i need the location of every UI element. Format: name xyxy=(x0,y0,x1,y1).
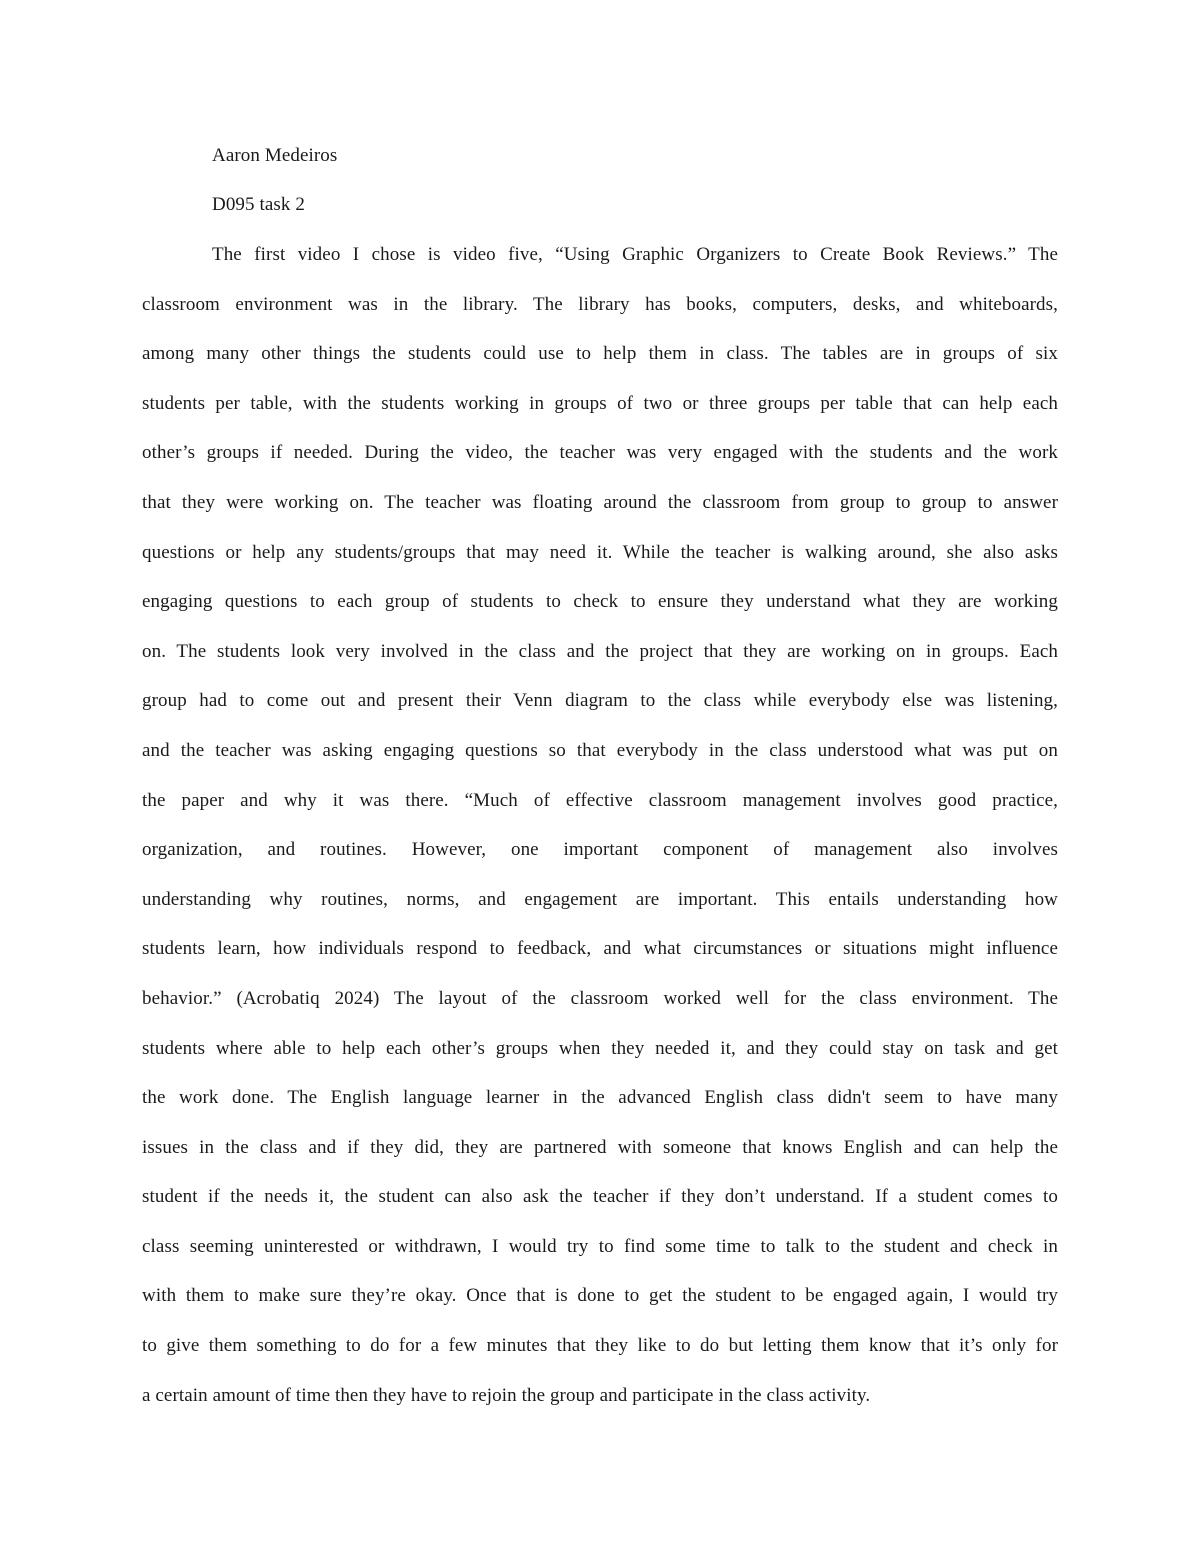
paragraph-line: on. The students look very involved in the class and the project that they are working on in groups. Each xyxy=(142,640,1058,662)
author-name: Aaron Medeiros xyxy=(212,145,338,166)
paragraph-line: the paper and why it was there. “Much of effective classroom management involves good practice, xyxy=(142,789,1058,811)
paragraph-line: issues in the class and if they did, they are partnered with someone that knows English and can help the xyxy=(142,1136,1058,1158)
paragraph-line: questions or help any students/groups that may need it. While the teacher is walking around, she also asks xyxy=(142,541,1058,563)
paragraph-line: engaging questions to each group of students to check to ensure they understand what they are working xyxy=(142,591,1058,613)
paragraph-line: student if the needs it, the student can also ask the teacher if they don’t understand. If a student comes to xyxy=(142,1186,1058,1208)
paragraph-line: other’s groups if needed. During the video, the teacher was very engaged with the students and the work xyxy=(142,442,1058,464)
paragraph-line: among many other things the students could use to help them in class. The tables are in groups of six xyxy=(142,343,1058,365)
paragraph-line: students where able to help each other’s groups when they needed it, and they could stay on task and get xyxy=(142,1037,1058,1059)
paragraph-line: behavior.” (Acrobatiq 2024) The layout of the classroom worked well for the class environment. The xyxy=(142,987,1058,1009)
course-task-label: D095 task 2 xyxy=(212,194,305,215)
paragraph-line: The first video I chose is video five, “Using Graphic Organizers to Create Book Reviews.” The xyxy=(212,244,1058,265)
paragraph-line: classroom environment was in the library. The library has books, computers, desks, and whiteboards, xyxy=(142,293,1058,315)
paragraph-line: that they were working on. The teacher was floating around the classroom from group to group to answer xyxy=(142,491,1058,513)
paragraph-line: to give them something to do for a few minutes that they like to do but letting them know that it’s only for xyxy=(142,1335,1058,1357)
paragraph-line: students learn, how individuals respond to feedback, and what circumstances or situations might influence xyxy=(142,938,1058,960)
paragraph-line: understanding why routines, norms, and engagement are important. This entails understanding how xyxy=(142,888,1058,910)
paragraph-line: organization, and routines. However, one important component of management also involves xyxy=(142,839,1058,861)
paragraph-line: group had to come out and present their Venn diagram to the class while everybody else was listening, xyxy=(142,690,1058,712)
paragraph-line: the work done. The English language learner in the advanced English class didn't seem to have many xyxy=(142,1087,1058,1109)
paragraph-line: with them to make sure they’re okay. Once that is done to get the student to be engaged again, I would try xyxy=(142,1285,1058,1307)
paragraph-line: and the teacher was asking engaging questions so that everybody in the class understood what was put on xyxy=(142,739,1058,761)
paragraph-line: class seeming uninterested or withdrawn, I would try to find some time to talk to the student and check in xyxy=(142,1235,1058,1257)
body-paragraph xyxy=(142,239,1058,1429)
paragraph-line: a certain amount of time then they have to rejoin the group and participate in the class activity. xyxy=(142,1384,871,1406)
paragraph-line: students per table, with the students working in groups of two or three groups per table that can help each xyxy=(142,392,1058,414)
